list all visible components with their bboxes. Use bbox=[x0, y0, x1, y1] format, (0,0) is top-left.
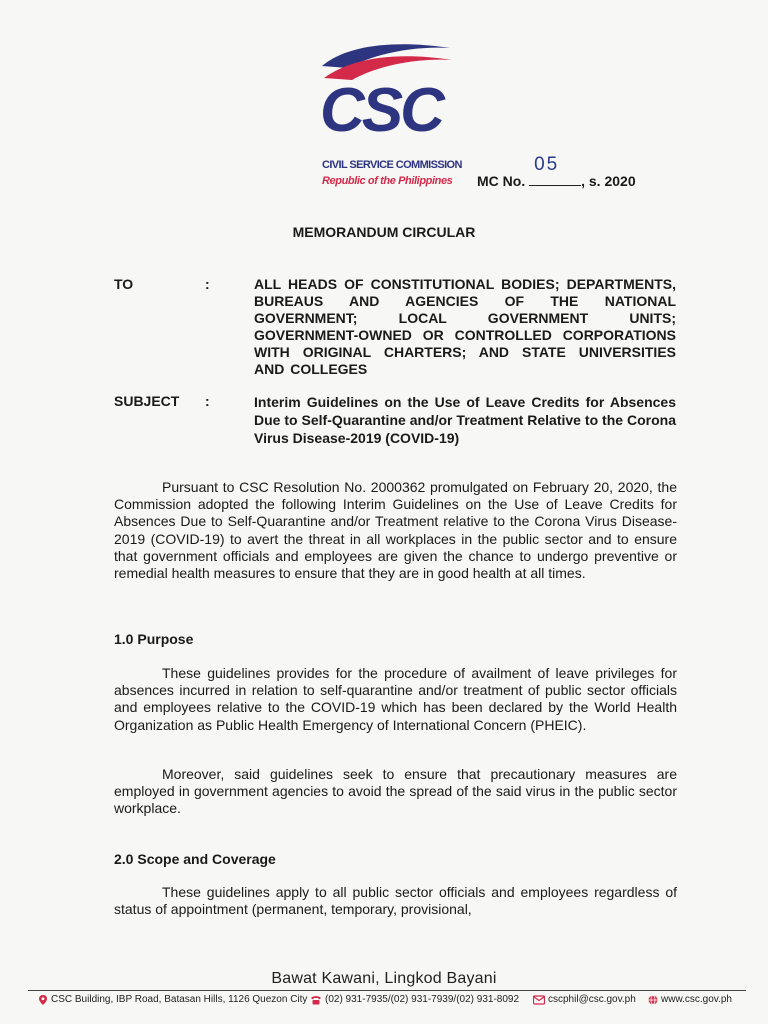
section-1-p1-text: These guidelines provides for the procedure of availment of leave privileges for absences incurred in relation to self-quarantine and/or treatment of public sector officials and employees relative to the COVID-19 which has been declared by the World Health Organization as Public Health Emergency of International Concern (PHEIC). bbox=[114, 665, 677, 733]
to-label: TO bbox=[114, 276, 134, 292]
section-2-paragraph-1 bbox=[114, 884, 677, 918]
mc-prefix: MC No. bbox=[477, 173, 526, 189]
subject-text: Interim Guidelines on the Use of Leave Credits for Absences Due to Self-Quarantine and/or Treatment Relative to the Corona Virus Disease-2019 (COVID-19) bbox=[254, 394, 676, 446]
phone-icon bbox=[310, 995, 322, 1005]
email-icon bbox=[533, 995, 545, 1005]
logo-acronym: CSC bbox=[320, 76, 442, 145]
subject-label: SUBJECT bbox=[114, 393, 180, 409]
footer-phone-text: (02) 931-7935/(02) 931-7939/(02) 931-8092 bbox=[325, 994, 520, 1005]
footer-website bbox=[648, 994, 732, 1005]
logo-republic: Republic of the Philippines bbox=[322, 175, 453, 187]
footer-website-text[interactable]: www.csc.gov.ph bbox=[661, 994, 732, 1005]
subject-colon: : bbox=[205, 393, 210, 409]
to-colon: : bbox=[205, 276, 210, 292]
footer-contact-bar bbox=[28, 994, 746, 1010]
document-title: MEMORANDUM CIRCULAR bbox=[292, 224, 476, 240]
footer-divider bbox=[28, 990, 746, 991]
section-1-paragraph-2 bbox=[114, 766, 677, 818]
section-2-heading: 2.0 Scope and Coverage bbox=[114, 851, 276, 867]
location-pin-icon bbox=[38, 995, 48, 1005]
intro-text: Pursuant to CSC Resolution No. 2000362 promulgated on February 20, 2020, the Commission adopted the following Interim Guidelines on the Use of Leave Credits for Absences Due to Self-Quarantine and/or Treatment relative to the Corona Virus Disease-2019 (COVID-19) to avert the threat in all workplaces in the public sector and to ensure that government officials and employees are given the chance to undergo preventive or remedial health measures to ensure that they are in good health at all times. bbox=[114, 479, 677, 582]
csc-logo bbox=[318, 38, 462, 187]
section-1-heading: 1.0 Purpose bbox=[114, 631, 194, 647]
section-1-paragraph-1 bbox=[114, 665, 677, 734]
footer-email-text[interactable]: cscphil@csc.gov.ph bbox=[548, 994, 636, 1005]
mc-suffix: , s. 2020 bbox=[581, 173, 636, 189]
mc-number-blank bbox=[529, 154, 581, 186]
section-1-p2-text: Moreover, said guidelines seek to ensure that precautionary measures are employed in government agencies to avoid the spread of the said virus in the public sector workplace. bbox=[114, 766, 677, 817]
to-addressees: ALL HEADS OF CONSTITUTIONAL BODIES; DEPARTMENTS, BUREAUS AND AGENCIES OF THE NATIONAL GOVERNMENT; LOCAL GOVERNMENT UNITS; GOVERNMENT-OWNED OR CONTROLLED CORPORATIONS WITH ORIGINAL CHARTERS; AND STATE UNIVERSITIES AND COLLEGES bbox=[254, 276, 676, 377]
footer-address bbox=[38, 994, 307, 1005]
footer-slogan: Bawat Kawani, Lingkod Bayani bbox=[271, 970, 497, 987]
footer-address-text: CSC Building, IBP Road, Batasan Hills, 1126 Quezon City bbox=[51, 994, 308, 1005]
mc-number: 05 bbox=[534, 154, 560, 175]
footer-phone bbox=[310, 994, 519, 1005]
mc-number-line bbox=[477, 154, 636, 189]
logo-commission-name: CIVIL SERVICE COMMISSION bbox=[322, 159, 462, 171]
globe-icon bbox=[648, 995, 658, 1005]
section-2-p1-text: These guidelines apply to all public sector officials and employees regardless of status of appointment (permanent, temporary, provisional, bbox=[114, 884, 677, 918]
intro-paragraph bbox=[114, 479, 677, 582]
footer-email bbox=[533, 994, 636, 1005]
